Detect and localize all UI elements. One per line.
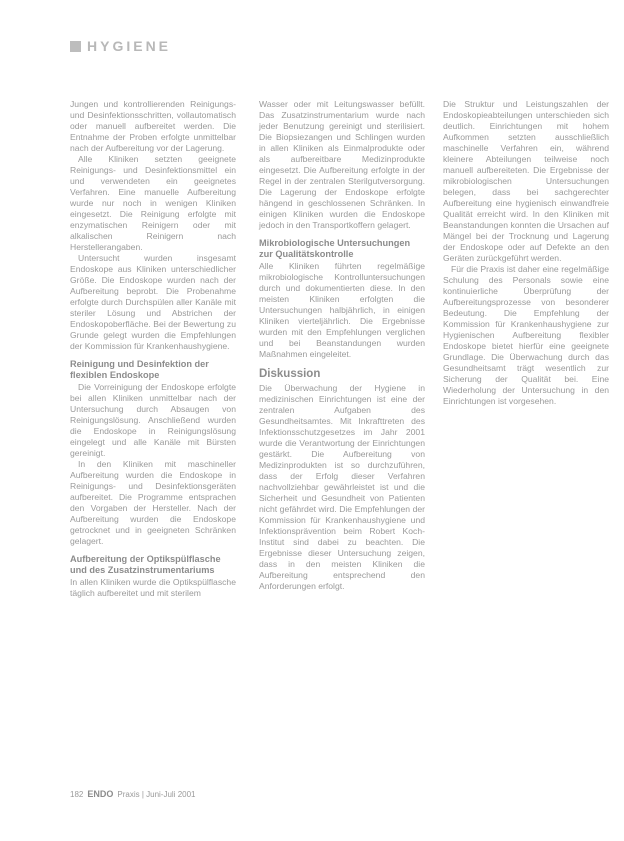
paragraph: Die Struktur und Leistungszahlen der Endoskopieabteilungen unterschieden sich deutlich. Einrichtungen mit hohem Aufkommen setzten ausschließlich maschinelle Verfahren ein, während kleinere Abteilungen teilweise noch manuell aufbereiteten. Die Ergebnisse der mikrobiologischen Untersuchungen belegen, dass bei sachgerechter Aufbereitung eine hygienisch einwandfreie Qualität erreicht wird. In den Kliniken mit Beanstandungen konnten die Ursachen auf Mängel bei der Trocknung und Lagerung der Endoskope oder auf Defekte an den Geräten zurückgeführt werden. — [443, 99, 609, 263]
section-header — [70, 38, 171, 54]
paragraph: Alle Kliniken führten regelmäßige mikrobiologische Kontrolluntersuchungen durch und dokumentierten diese. In den meisten Kliniken erfolgten die Untersuchungen halbjährlich, in einigen Kliniken vierteljährlich. Die Ergebnisse wurden mit den Empfehlungen verglichen und bei Beanstandungen wurden Maßnahmen eingeleitet. — [259, 261, 425, 359]
paragraph: Die Überwachung der Hygiene in medizinischen Einrichtungen ist eine der zentralen Aufgaben des Gesundheitsamtes. Mit Inkrafttreten des Infektionsschutzgesetzes im Jahr 2001 wurde die Verantwortung der Einrichtungen gestärkt. Die Aufbereitung von Medizinprodukten ist so durchzuführen, dass der Erfolg dieser Verfahren nachvollziehbar gewährleistet ist und die Sicherheit und Gesundheit von Patienten nicht gefährdet wird. Die Empfehlungen der Kommission für Krankenhaushygiene und Infektionsprävention beim Robert Koch-Institut sind dabei zu beachten. Die Ergebnisse dieser Untersuchung zeigen, dass in den meisten Kliniken die Aufbereitung entsprechend den Anforderungen erfolgt. — [259, 383, 425, 591]
section-heading: Mikrobiologische Untersuchungen zur Qualitätskontrolle — [259, 238, 411, 259]
journal-name: ENDO — [87, 789, 114, 799]
paragraph: In allen Kliniken wurde die Optikspülflasche täglich aufbereitet und mit sterilem — [70, 577, 236, 598]
paragraph: Untersucht wurden insgesamt Endoskope aus Kliniken unterschiedlicher Größe. Die Endoskope wurden nach der Aufbereitung beprobt. Die Probenahme erfolgte durch Durchspülen aller Kanäle mit steriler Lösung und Abstrichen der Endoskopoberfläche. Bei der Bewertung zu Grunde gelegt wurden die Empfehlungen der Kommission für Krankenhaushygiene. — [70, 253, 236, 351]
text-column-1 — [70, 99, 236, 599]
paragraph: In den Kliniken mit maschineller Aufbereitung wurden die Endoskope in Reinigungs- und Desinfektionsgeräten aufbereitet. Die Programme entsprachen den Vorgaben der Hersteller. Nach der Aufbereitung wurden die Endoskope getrocknet und in geeigneten Schränken gelagert. — [70, 459, 236, 546]
header-square-icon — [70, 41, 81, 52]
page-footer — [70, 789, 196, 799]
paragraph: Wasser oder mit Leitungswasser befüllt. Das Zusatzinstrumentarium wurde nach jeder Benutzung gereinigt und sterilisiert. Die Biopsiezangen und Schlingen wurden in allen Kliniken als Einmalprodukte oder als aufbereitbare Medizinprodukte eingesetzt. Die Aufbereitung erfolgte in der Regel in der zentralen Sterilgutversorgung. Die Lagerung der Endoskope erfolgte hängend in geschlossenen Schränken. In einigen Kliniken wurden die Endoskope jedoch in den Transportkoffern gelagert. — [259, 99, 425, 230]
section-title: HYGIENE — [87, 38, 172, 54]
paragraph: Jungen und kontrollierenden Reinigungs- und Desinfektionsschritten, vollautomatisch oder manuell aufbereitet werden. Die Entnahme der Proben erfolgte unmittelbar nach der Aufbereitung vor der Lagerung. — [70, 99, 236, 153]
page-number: 182 — [70, 790, 84, 799]
paragraph: Für die Praxis ist daher eine regelmäßige Schulung des Personals sowie eine kontinuierliche Überprüfung der Aufbereitungsprozesse von besonderer Bedeutung. Die Empfehlung der Kommission für Krankenhaushygiene zur Hygienischen Aufbereitung flexibler Endoskope bietet hierfür eine geeignete Grundlage. Die Überwachung durch das Gesundheitsamt trägt wesentlich zur Sicherung der Qualität bei. Eine Wiederholung der Untersuchung in den Einrichtungen ist vorgesehen. — [443, 264, 609, 406]
issue-info: Praxis | Juni-Juli 2001 — [117, 790, 196, 799]
section-heading: Aufbereitung der Optikspülflasche und des Zusatzinstrumentariums — [70, 554, 221, 575]
text-column-2 — [259, 99, 425, 592]
section-heading: Diskussion — [259, 368, 321, 380]
text-column-3 — [443, 99, 609, 407]
paragraph: Die Vorreinigung der Endoskope erfolgte bei allen Kliniken unmittelbar nach der Untersuchung durch Absaugen von Reinigungslösung. Anschließend wurden die Endoskope in Reinigungslösung eingelegt und alle Kanäle mit Bürsten gereinigt. — [70, 382, 236, 458]
section-heading: Reinigung und Desinfektion der flexiblen Endoskope — [70, 359, 209, 380]
paragraph: Alle Kliniken setzten geeignete Reinigungs- und Desinfektionsmittel ein und verwendeten ein geeignetes Verfahren. Eine manuelle Aufbereitung wurde nur noch in wenigen Kliniken eingesetzt. Die Reinigung erfolgte mit enzymatischen Reinigern oder mit alkalischen Reinigern nach Herstellerangaben. — [70, 154, 236, 252]
